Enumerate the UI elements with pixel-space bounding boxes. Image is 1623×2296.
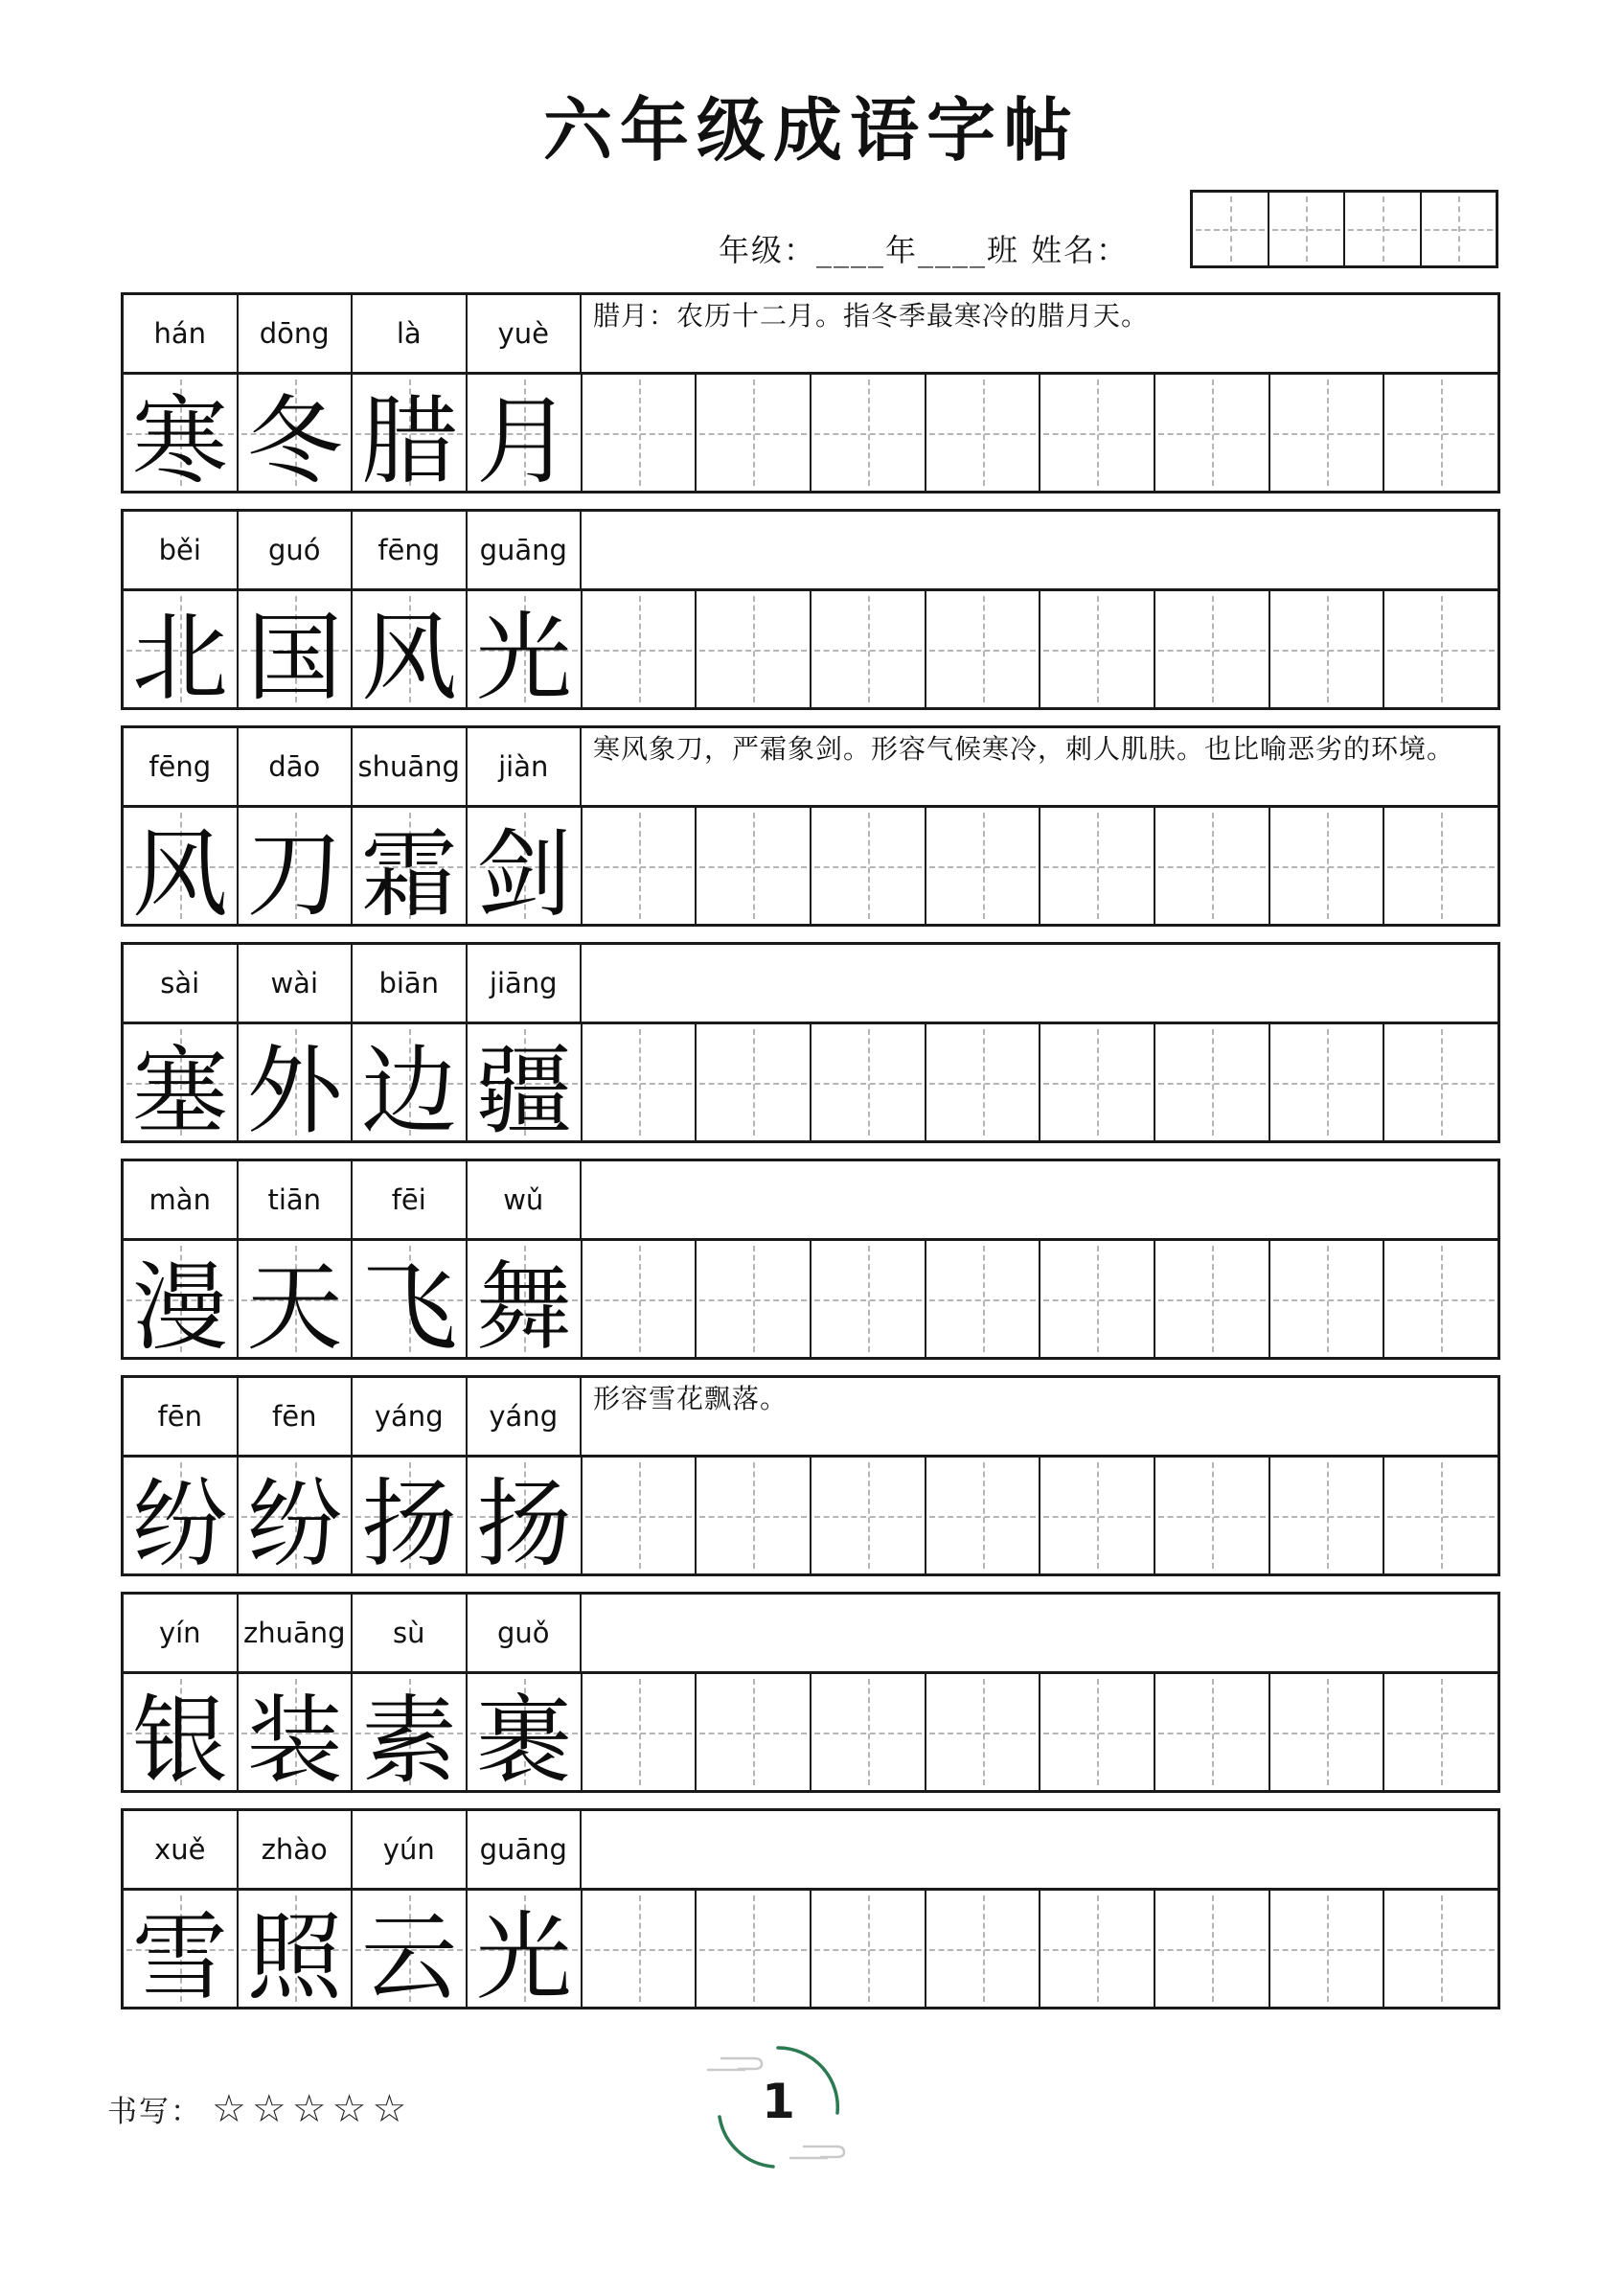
idiom-row: [121, 1808, 1500, 2013]
character-cell: [468, 1891, 583, 2013]
empty-practice-cell: [812, 591, 926, 707]
pinyin-cell: guǒ: [468, 1595, 583, 1671]
character-cell: [239, 808, 354, 930]
pinyin-cell: dōng: [239, 295, 354, 372]
empty-practice-cell: [1384, 1891, 1497, 2007]
empty-practice-cell: [1270, 1458, 1385, 1573]
empty-practice-cell: [812, 1024, 926, 1140]
empty-practice-cell: [583, 375, 697, 491]
idiom-character: 飞: [361, 1251, 458, 1364]
empty-practice-cell: [583, 591, 697, 707]
character-cell: [353, 1024, 468, 1147]
character-cell: [124, 1024, 239, 1147]
practice-row: [124, 1458, 1497, 1580]
practice-row: [124, 1674, 1497, 1797]
pinyin-cell: xuě: [124, 1811, 239, 1888]
character-cell: [239, 1241, 354, 1364]
pinyin-cell: guāng: [468, 1811, 583, 1888]
empty-practice-cell: [1384, 375, 1497, 491]
character-cell: [239, 591, 354, 714]
pinyin-cell: fēng: [124, 728, 239, 805]
empty-practice-cell: [1155, 808, 1270, 924]
empty-practice-cell: [1270, 1241, 1385, 1357]
idiom-character: 国: [246, 601, 343, 714]
empty-practice-cell: [926, 591, 1041, 707]
empty-practice-cell: [697, 1891, 812, 2007]
page-title: 六年级成语字帖: [542, 89, 1080, 171]
character-cell: [468, 808, 583, 930]
idiom-character: 冬: [246, 384, 343, 497]
cloud-icon: [790, 2147, 844, 2158]
idiom-character: 扬: [475, 1467, 572, 1580]
empty-practice-cell: [697, 591, 812, 707]
pinyin-cell: zhào: [239, 1811, 354, 1888]
character-cell: [468, 1024, 583, 1147]
idiom-character: 照: [246, 1900, 343, 2013]
character-cell: [239, 1891, 354, 2013]
empty-practice-cell: [812, 808, 926, 924]
pinyin-cell: fēn: [239, 1378, 354, 1455]
pinyin-cell: biān: [353, 945, 468, 1022]
idiom-row: [121, 1375, 1500, 1580]
empty-practice-cell: [926, 1458, 1041, 1573]
cloud-icon: [708, 2058, 762, 2070]
idiom-character: 漫: [131, 1251, 228, 1364]
idiom-character: 刀: [246, 817, 343, 930]
pinyin-cell: yáng: [468, 1378, 583, 1455]
empty-practice-cell: [1155, 1891, 1270, 2007]
empty-practice-cell: [926, 1241, 1041, 1357]
empty-practice-cell: [812, 375, 926, 491]
definition-cell: [582, 1595, 1497, 1671]
empty-practice-cell: [812, 1241, 926, 1357]
rating-stars-icon: ☆☆☆☆☆: [212, 2086, 413, 2131]
pinyin-cell: jiàn: [468, 728, 583, 805]
empty-practice-cell: [1040, 1024, 1155, 1140]
idiom-character: 扬: [361, 1467, 458, 1580]
idiom-character: 外: [246, 1034, 343, 1147]
character-cell: [124, 375, 239, 497]
character-cell: [353, 1241, 468, 1364]
pinyin-cell: hán: [124, 295, 239, 372]
character-cell: [353, 591, 468, 714]
page-number-decoration: [695, 2024, 862, 2192]
character-cell: [468, 1674, 583, 1797]
pinyin-cell: fēng: [353, 512, 468, 588]
character-cell: [124, 1674, 239, 1797]
idiom-character: 疆: [475, 1034, 572, 1147]
empty-practice-cell: [1384, 591, 1497, 707]
empty-practice-cell: [1384, 1024, 1497, 1140]
definition-cell: 腊月：农历十二月。指冬季最寒冷的腊月天。: [593, 300, 1150, 332]
idiom-character: 光: [475, 1900, 572, 2013]
practice-row: [124, 591, 1497, 714]
idiom-character: 寒: [131, 384, 228, 497]
empty-practice-cell: [926, 1674, 1041, 1790]
empty-practice-cell: [1155, 1458, 1270, 1573]
empty-practice-cell: [812, 1891, 926, 2007]
empty-practice-cell: [1270, 808, 1385, 924]
empty-practice-cell: [583, 808, 697, 924]
idiom-character: 素: [361, 1684, 458, 1797]
empty-practice-cell: [1040, 808, 1155, 924]
pinyin-cell: yuè: [468, 295, 583, 372]
character-cell: [124, 808, 239, 930]
character-cell: [468, 1458, 583, 1580]
empty-practice-cell: [1270, 1674, 1385, 1790]
character-cell: [239, 375, 354, 497]
idiom-row: [121, 1592, 1500, 1797]
idiom-character: 腊: [361, 384, 458, 497]
empty-practice-cell: [1155, 1674, 1270, 1790]
idiom-character: 银: [131, 1684, 228, 1797]
empty-practice-cell: [583, 1674, 697, 1790]
idiom-row: [121, 725, 1500, 930]
idiom-row: [121, 1159, 1500, 1364]
practice-row: [124, 375, 1497, 497]
rating-label: 书写：: [107, 2095, 202, 2129]
empty-practice-cell: [1155, 375, 1270, 491]
empty-practice-cell: [1040, 591, 1155, 707]
idiom-character: 月: [475, 384, 572, 497]
idiom-character: 边: [361, 1034, 458, 1147]
student-info-line: 年级：____年____班 姓名：: [719, 232, 1130, 268]
pinyin-cell: sài: [124, 945, 239, 1022]
character-cell: [468, 591, 583, 714]
empty-practice-cell: [1384, 808, 1497, 924]
pinyin-cell: là: [353, 295, 468, 372]
empty-practice-cell: [697, 1458, 812, 1573]
empty-practice-cell: [1384, 1674, 1497, 1790]
idiom-row: [121, 509, 1500, 714]
pinyin-cell: dāo: [239, 728, 354, 805]
empty-practice-cell: [1384, 1458, 1497, 1573]
idiom-character: 霜: [361, 817, 458, 930]
character-cell: [124, 1891, 239, 2013]
pinyin-cell: yún: [353, 1811, 468, 1888]
character-cell: [124, 1241, 239, 1364]
empty-practice-cell: [583, 1891, 697, 2007]
pinyin-cell: jiāng: [468, 945, 583, 1022]
idiom-character: 云: [361, 1900, 458, 2013]
idiom-character: 北: [131, 601, 228, 714]
pinyin-cell: shuāng: [353, 728, 468, 805]
idiom-character: 风: [131, 817, 228, 930]
empty-practice-cell: [697, 1024, 812, 1140]
practice-row: [124, 1024, 1497, 1147]
character-cell: [353, 1674, 468, 1797]
idiom-character: 塞: [131, 1034, 228, 1147]
pinyin-cell: guāng: [468, 512, 583, 588]
empty-practice-cell: [1270, 1024, 1385, 1140]
pinyin-cell: guó: [239, 512, 354, 588]
character-cell: [468, 1241, 583, 1364]
empty-practice-cell: [926, 808, 1041, 924]
empty-practice-cell: [1270, 591, 1385, 707]
definition-cell: 寒风象刀，严霜象剑。形容气候寒冷，刺人肌肤。也比喻恶劣的环境。: [593, 733, 1455, 765]
character-cell: [353, 808, 468, 930]
idiom-character: 装: [246, 1684, 343, 1797]
definition-cell: 形容雪花飘落。: [593, 1383, 789, 1414]
page-number: 1: [762, 2074, 795, 2129]
character-cell: [353, 1458, 468, 1580]
definition-cell: [582, 512, 1497, 588]
empty-practice-cell: [1040, 1674, 1155, 1790]
character-cell: [124, 1458, 239, 1580]
empty-practice-cell: [697, 1241, 812, 1357]
definition-cell: [582, 1161, 1497, 1238]
pinyin-cell: wǔ: [468, 1161, 583, 1238]
idiom-character: 剑: [475, 817, 572, 930]
definition-cell: [582, 945, 1497, 1022]
practice-row: [124, 1891, 1497, 2013]
empty-practice-cell: [926, 1891, 1041, 2007]
empty-practice-cell: [1384, 1241, 1497, 1357]
idiom-character: 纷: [246, 1467, 343, 1580]
definition-cell: [582, 1811, 1497, 1888]
empty-practice-cell: [926, 1024, 1041, 1140]
character-cell: [239, 1674, 354, 1797]
idiom-row: [121, 292, 1500, 497]
idiom-row: [121, 942, 1500, 1147]
empty-practice-cell: [812, 1458, 926, 1573]
character-cell: [239, 1458, 354, 1580]
character-cell: [124, 591, 239, 714]
character-cell: [353, 1891, 468, 2013]
idiom-character: 裹: [475, 1684, 572, 1797]
pinyin-cell: wài: [239, 945, 354, 1022]
empty-practice-cell: [697, 808, 812, 924]
character-cell: [468, 375, 583, 497]
empty-practice-cell: [1040, 1891, 1155, 2007]
idiom-character: 纷: [131, 1467, 228, 1580]
empty-practice-cell: [1155, 591, 1270, 707]
empty-practice-cell: [583, 1024, 697, 1140]
idiom-character: 舞: [475, 1251, 572, 1364]
empty-practice-cell: [1270, 375, 1385, 491]
character-cell: [353, 375, 468, 497]
empty-practice-cell: [697, 375, 812, 491]
pinyin-cell: fēi: [353, 1161, 468, 1238]
pinyin-cell: yín: [124, 1595, 239, 1671]
pinyin-cell: zhuāng: [239, 1595, 354, 1671]
empty-practice-cell: [1040, 1458, 1155, 1573]
empty-practice-cell: [583, 1458, 697, 1573]
empty-practice-cell: [1270, 1891, 1385, 2007]
pinyin-cell: běi: [124, 512, 239, 588]
pinyin-cell: tiān: [239, 1161, 354, 1238]
empty-practice-cell: [697, 1674, 812, 1790]
empty-practice-cell: [926, 375, 1041, 491]
empty-practice-cell: [1040, 375, 1155, 491]
pinyin-cell: yáng: [353, 1378, 468, 1455]
practice-row: [124, 1241, 1497, 1364]
idiom-character: 天: [246, 1251, 343, 1364]
practice-row: [124, 808, 1497, 930]
pinyin-cell: màn: [124, 1161, 239, 1238]
pinyin-cell: fēn: [124, 1378, 239, 1455]
empty-practice-cell: [1155, 1024, 1270, 1140]
empty-practice-cell: [1040, 1241, 1155, 1357]
empty-practice-cell: [583, 1241, 697, 1357]
empty-practice-cell: [1155, 1241, 1270, 1357]
empty-practice-cell: [812, 1674, 926, 1790]
idiom-character: 光: [475, 601, 572, 714]
idiom-character: 雪: [131, 1900, 228, 2013]
idiom-character: 风: [361, 601, 458, 714]
writing-rating: [107, 2087, 412, 2130]
character-cell: [239, 1024, 354, 1147]
pinyin-cell: sù: [353, 1595, 468, 1671]
